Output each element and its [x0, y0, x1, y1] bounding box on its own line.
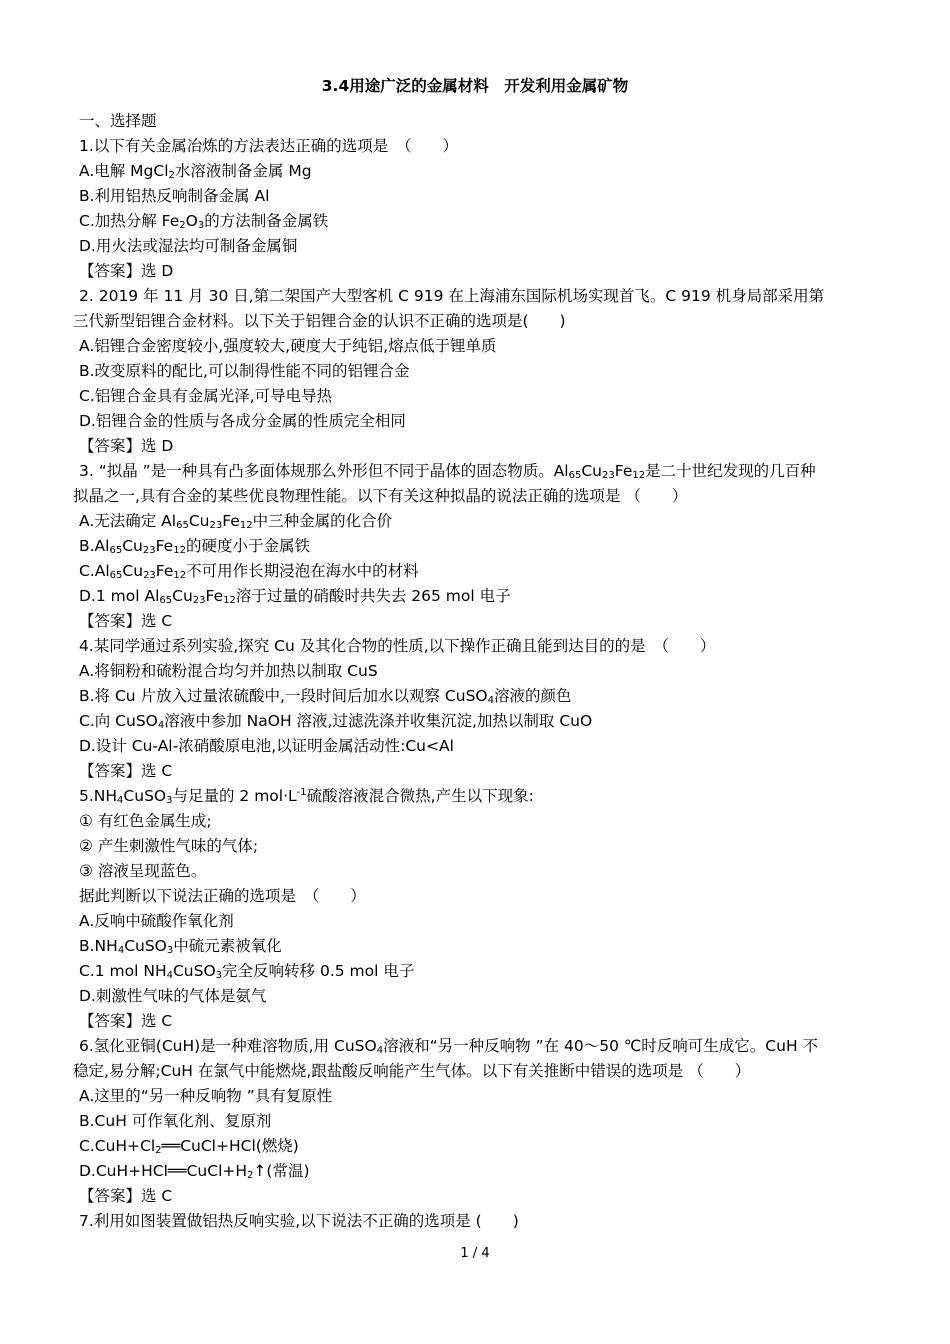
q3-option-c: $C.Al_{65}Cu_{23}Fe_{12}$不可用作长期浸泡在海水中的材料 [79, 562, 419, 581]
q3-option-b: $B.Al_{65}Cu_{23}Fe_{12}$的硬度小于金属铁 [79, 537, 310, 556]
q1-answer: 【答案】选 D [79, 262, 174, 280]
q5-stem: $5.NH_4CuSO_3$与足量的 2 $mol\cdot L^{-1}$硫酸溶液混合微热,产生以下现象: [79, 787, 534, 806]
q3-option-a: A.无法确定 $Al_{65}Cu_{23}Fe_{12}$中三种金属的化合价 [79, 512, 393, 531]
q4-stem: 4.某同学通过系列实验,探究 Cu 及其化合物的性质,以下操作正确且能到达目的的是 （ ） [79, 637, 716, 655]
q4-option-b: B.将 Cu 片放入过量浓硫酸中,一段时间后加水以观察 CuSO$_4$溶液的颜色 [79, 687, 572, 706]
q1-stem: 1.以下有关金属冶炼的方法表达正确的选项是 （ ） [79, 137, 459, 155]
q2-option-d: D.铝锂合金的性质与各成分金属的性质完全相同 [79, 412, 406, 430]
document-body [73, 109, 881, 1234]
q7-stem: 7.利用如图装置做铝热反响实验,以下说法不正确的选项是 ( ) [79, 1212, 519, 1230]
q6-stem-line2: 稳定,易分解;CuH 在氯气中能燃烧,跟盐酸反响能产生气体。以下有关推断中错误的选项是 （ ） [73, 1062, 751, 1080]
q5-phenomenon-2: ② 产生刺激性气味的气体; [79, 837, 259, 855]
q1-option-b: B.利用铝热反响制备金属 Al [79, 187, 270, 205]
q5-option-a: A.反响中硫酸作氧化剂 [79, 912, 234, 930]
q1-option-c: C.加热分解 $Fe_2O_3$的方法制备金属铁 [79, 212, 329, 231]
q5-answer: 【答案】选 C [79, 1012, 173, 1030]
q3-option-d: D.1 mol $Al_{65}Cu_{23}Fe_{12}$溶于过量的硝酸时共失去 265 mol 电子 [79, 587, 511, 606]
q2-option-a: A.铝锂合金密度较小,强度较大,硬度大于纯铝,熔点低于锂单质 [79, 337, 497, 355]
q5-phenomenon-1: ① 有红色金属生成; [79, 812, 212, 830]
q6-option-b: B.CuH 可作氧化剂、复原剂 [79, 1112, 272, 1130]
q4-option-c: C.向 CuSO$_4$溶液中参加 NaOH 溶液,过滤洗涤并收集沉淀,加热以制取 CuO [79, 712, 593, 731]
q2-stem-line1: 2. 2019 年 11 月 30 日,第二架国产大型客机 C 919 在上海浦东国际机场实现首飞。C 919 机身局部采用第 [79, 287, 825, 305]
q2-stem-line2: 三代新型铝锂合金材料。以下关于铝锂合金的认识不正确的选项是( ) [73, 312, 566, 330]
q3-stem-line2: 拟晶之一,具有合金的某些优良物理性能。以下有关这种拟晶的说法正确的选项是 （ ） [73, 487, 688, 505]
q5-option-d: D.刺激性气味的气体是氨气 [79, 987, 267, 1005]
q6-option-a: A.这里的“另一种反响物 ”具有复原性 [79, 1087, 333, 1105]
q3-stem-line1: 3. “拟晶 ”是一种具有凸多面体规那么外形但不同于晶体的固态物质。$Al_{65}Cu_{23}Fe_{12}$是二十世纪发现的几百种 [79, 462, 816, 481]
q2-answer: 【答案】选 D [79, 437, 174, 455]
section-heading: 一、选择题 [79, 112, 157, 130]
q5-phenomenon-3: ③ 溶液呈现蓝色。 [79, 862, 207, 880]
q3-answer: 【答案】选 C [79, 612, 173, 630]
q1-option-d: D.用火法或湿法均可制备金属铜 [79, 237, 298, 255]
document-title: 3.4用途广泛的金属材料 开发利用金属矿物 [321, 77, 629, 95]
q6-option-c: $C.CuH+Cl_2══CuCl+HCl$(燃烧) [79, 1137, 299, 1156]
q2-option-b: B.改变原料的配比,可以制得性能不同的铝锂合金 [79, 362, 410, 380]
q1-option-a: A.电解 MgCl$_2$水溶液制备金属 Mg [79, 162, 312, 181]
q2-option-c: C.铝锂合金具有金属光泽,可导电导热 [79, 387, 333, 405]
q4-answer: 【答案】选 C [79, 762, 173, 780]
q4-option-a: A.将铜粉和硫粉混合均匀并加热以制取 CuS [79, 662, 378, 680]
q5-option-c: C.1 mol $NH_4CuSO_3$完全反响转移 0.5 mol 电子 [79, 962, 415, 981]
page-number: 1 / 4 [460, 1246, 490, 1261]
q6-answer: 【答案】选 C [79, 1187, 173, 1205]
q6-option-d: $D.CuH+HCl══CuCl+H_2↑$(常温) [79, 1162, 310, 1181]
q5-option-b: $B.NH_4CuSO_3$中硫元素被氧化 [79, 937, 282, 956]
q5-ask: 据此判断以下说法正确的选项是 （ ） [79, 887, 366, 905]
q6-stem-line1: 6.氢化亚铜(CuH)是一种难溶物质,用 CuSO$_4$溶液和“另一种反响物 ”在 40～50 ℃时反响可生成它。CuH 不 [79, 1037, 819, 1056]
q4-option-d: D.设计 Cu-Al-浓硝酸原电池,以证明金属活动性:Cu<Al [79, 737, 454, 755]
